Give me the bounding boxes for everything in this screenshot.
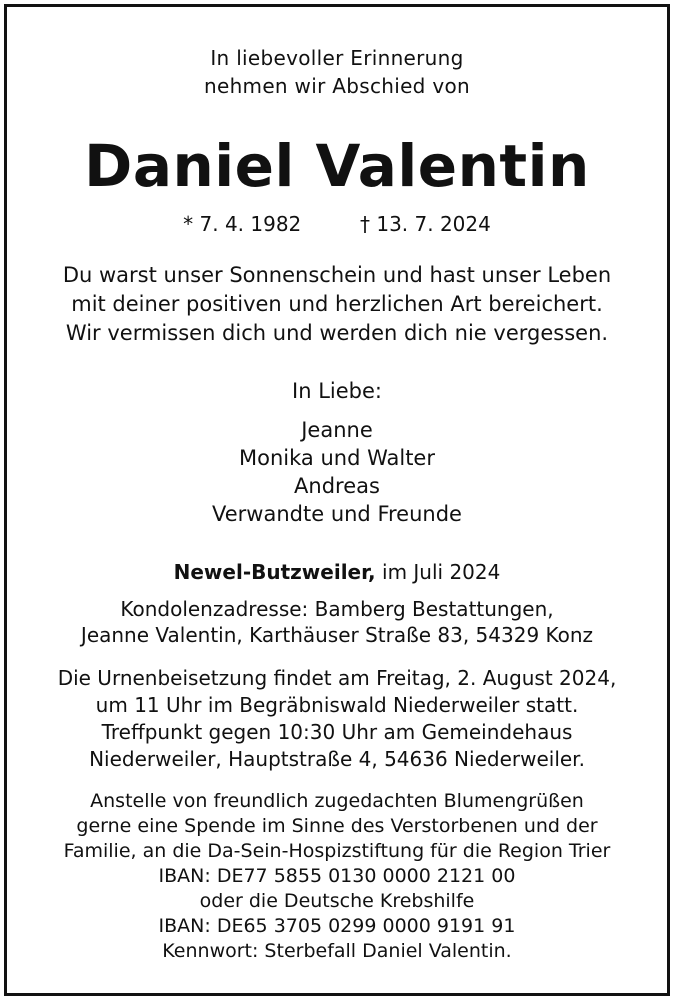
birth-date: * 7. 4. 1982 [183,212,302,236]
donation-line-3: Familie, an die Da-Sein-Hospizstiftung für die Region Trier [63,840,611,862]
mourner-3: Andreas [294,474,380,498]
mourner-4: Verwandte und Freunde [212,502,462,526]
life-dates [0,212,674,236]
intro-line-1: In liebevoller Erinnerung [210,46,464,70]
burial-line-4: Niederweiler, Hauptstraße 4, 54636 Niederweiler. [89,747,585,771]
quote-line-2: mit deiner positiven und herzlichen Art bereichert. [71,292,603,316]
condolence-line-1: Kondolenzadresse: Bamberg Bestattungen, [120,597,554,621]
donation-iban-1: IBAN: DE77 5855 0130 0000 2121 00 [158,865,516,887]
donation-iban-2: IBAN: DE65 3705 0299 0000 9191 91 [158,915,516,937]
love-label: In Liebe: [292,379,382,403]
donation-line-5: oder die Deutsche Krebshilfe [199,890,475,912]
condolence-line-2: Jeanne Valentin, Karthäuser Straße 83, 54329 Konz [80,623,594,647]
deceased-name: Daniel Valentin [84,132,590,200]
place-and-date [0,560,674,584]
intro-line-2: nehmen wir Abschied von [203,74,470,98]
donation-line-1: Anstelle von freundlich zugedachten Blumengrüßen [90,790,584,812]
place-name: Newel-Butzweiler, [173,560,376,584]
donation-keyword: Kennwort: Sterbefall Daniel Valentin. [162,940,512,962]
burial-line-3: Treffpunkt gegen 10:30 Uhr am Gemeindehaus [101,720,573,744]
death-date: † 13. 7. 2024 [360,212,491,236]
burial-line-2: um 11 Uhr im Begräbniswald Niederweiler statt. [95,693,579,717]
donation-line-2: gerne eine Spende im Sinne des Verstorbenen und der [76,815,598,837]
quote-line-1: Du warst unser Sonnenschein und hast unser Leben [62,263,612,287]
mourner-1: Jeanne [301,418,373,442]
quote-line-3: Wir vermissen dich und werden dich nie vergessen. [65,321,609,345]
mourner-2: Monika und Walter [239,446,435,470]
burial-line-1: Die Urnenbeisetzung findet am Freitag, 2. August 2024, [57,666,617,690]
notice-date: im Juli 2024 [382,560,501,584]
